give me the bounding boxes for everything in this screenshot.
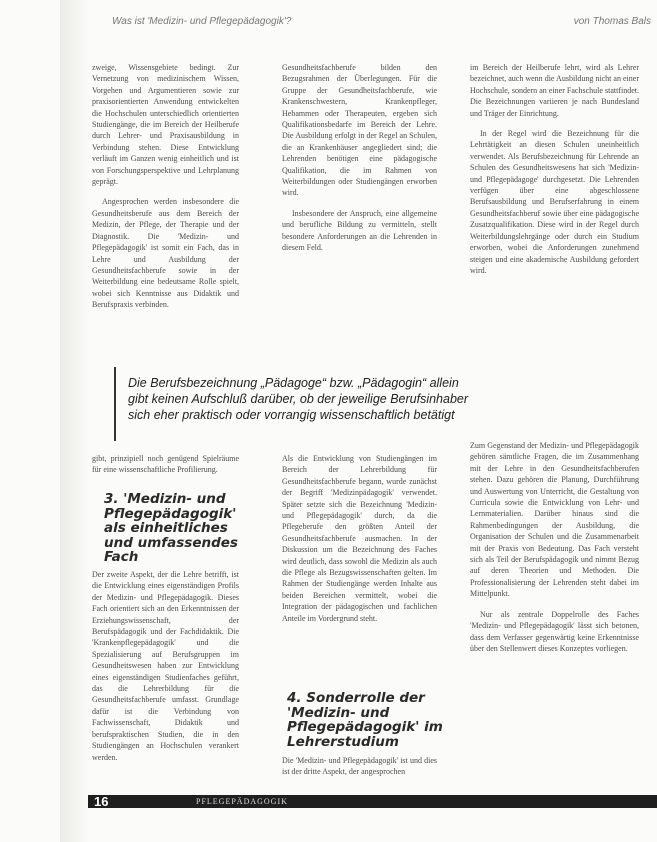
running-header-author: von Thomas Bals: [573, 16, 651, 27]
column-middle-middle: [282, 453, 437, 653]
running-header: [88, 14, 657, 30]
column-left-top: [92, 62, 239, 354]
column-middle-bottom: [282, 755, 437, 789]
column-left-middle: [92, 453, 239, 479]
journal-name: PFLEGEPÄDAGOGIK: [196, 797, 288, 806]
running-header-title: Was ist 'Medizin- und Pflegepädagogik'?: [112, 16, 292, 27]
page-number: 16: [94, 794, 109, 809]
paragraph: Gesundheitsfachberufe bilden den Bezugsrahmen der Überlegungen. Für die Gruppe der Gesundheitsfachberufe, wie Krankenschwestern, Krankenpfleger, Hebammen oder Therapeuten, ergeben sich Qualifikationsbedarfe im Bereich der Lehre. Die Ausbildung erfolgt in der Regel an Schulen, die an Krankenhäuser angegliedert sind; die Lehrenden benötigen eine pädagogische Qualifikation, die im Rahmen von Weiterbildungen oder Studiengängen erworben wird.: [282, 63, 437, 198]
section-heading-4: 4. Sonderrolle der 'Medizin- und Pflegepädagogik' im Lehrerstudium: [287, 690, 443, 750]
paragraph: zweige, Wissensgebiete bedingt. Zur Vernetzung von medizinischem Wissen, Vorgehen und Argumentieren sowie zur praxisorientierten Anwendung entwickelten die Hochschulen unterschiedlich orientierten Studiengänge, die im Bereich der Heilberufe durch Lehrer- und Praxisausbildung in Verbindung stehen. Diese Entwicklung verläuft im Ganzen wenig einheitlich und ist von Forschungsperspektive und Lehrplanung geprägt.: [92, 63, 239, 187]
column-left-bottom: [92, 569, 239, 787]
pull-quote-text: Die Berufsbezeichnung „Pädagoge“ bzw. „Pädagogin“ allein gibt keinen Aufschluß darüber, ob der jeweilige Berufsinhaber sich eher praktisch oder vorrangig wissenschaftlich betätigt: [128, 376, 469, 422]
paragraph: gibt, prinzipiell noch genügend Spielräume für eine wissenschaftliche Profilierung.: [92, 454, 239, 475]
paragraph: Die 'Medizin- und Pflegepädagogik' ist und dies ist der dritte Aspekt, der angesprochen: [282, 756, 437, 777]
pull-quote: [114, 367, 470, 441]
column-middle-top: [282, 62, 437, 354]
column-right-bottom: [470, 440, 639, 788]
paragraph: im Bereich der Heilberufe lehrt, wird als Lehrer bezeichnet, auch wenn die Ausbildung nicht an einer Hochschule, sondern an einer Fachschule stattfindet. Die Bezeichnungen variieren je nach Bundesland und Träger der Einrichtung.: [470, 63, 639, 118]
paragraph: Angesprochen werden insbesondere die Gesundheitsberufe aus dem Bereich der Medizin, der Pflege, der Therapie und der Diagnostik. Die 'Medizin- und Pflegepädagogik' ist somit ein Fach, das in Lehre und Ausbildung der Gesundheitsfachberufe sowie in der Weiterbildung eine bedeutsame Rolle spielt, wobei sich Kenntnisse aus Didaktik und Berufspraxis verbinden.: [92, 197, 239, 310]
paragraph: Als die Entwicklung von Studiengängen im Bereich der Lehrerbildung für Gesundheitsfachberufe begann, wurde zunächst der Begriff 'Medizinpädagogik' verwendet. Später setzte sich die Bezeichnung 'Medizin- und Pflegepädagogik' durch, da die Pflegeberufe den größten Anteil der Gesundheitsfachberufe ausmachen. In der Diskussion um die Bezeichnung des Faches wird deutlich, dass sowohl die Medizin als auch die Pflege als Bezugswissenschaften gelten. Im Rahmen der Studiengänge werden Inhalte aus beiden Bereichen vermittelt, wobei die Integration der pädagogischen und fachlichen Anteile im Vordergrund steht.: [282, 454, 437, 623]
paragraph: Der zweite Aspekt, der die Lehre betrifft, ist die Entwicklung eines eigenständigen Profils der Medizin- und Pflegepädagogik. Dieses Fach orientiert sich an den Erkenntnissen der Erziehungswissenschaft, der Berufspädagogik und der Fachdidaktik. Die 'Krankenpflegepädagogik' und die Spezialisierung auf Berufsgruppen im Gesundheitswesen haben zur Entwicklung eines eigenständigen Studienfaches geführt, das die Lehrerbildung für die Gesundheitsfachberufe umfasst. Grundlage dafür ist die Verbindung von Fachwissenschaft, Didaktik und berufspraktischen Studien, die in den Studiengängen an Hochschulen verankert werden.: [92, 570, 239, 762]
section-heading-3: 3. 'Medizin- und Pflegepädagogik' als einheitliches und umfassendes Fach: [104, 491, 238, 565]
paragraph: Insbesondere der Anspruch, eine allgemeine und berufliche Bildung zu vermitteln, stellt besondere Anforderungen an die Lehrenden in diesem Feld.: [282, 208, 437, 253]
paragraph: Zum Gegenstand der Medizin- und Pflegepädagogik gehören sämtliche Fragen, die im Zusammenhang mit der Lehre in den Gesundheitsfachberufen stehen. Dazu gehören die Planung, Durchführung und Auswertung von Unterricht, die Gestaltung von Curricula sowie die Entwicklung von Lehr- und Lernmaterialien. Darüber hinaus sind die Rahmenbedingungen der Ausbildung, die Organisation der Schulen und die Zusammenarbeit mit der Praxis von Bedeutung. Das Fach versteht sich als Teil der Berufspädagogik und nimmt Bezug auf deren Theorien und Methoden. Die Professionalisierung der Lehrenden steht dabei im Mittelpunkt.: [470, 441, 639, 599]
page-gutter-shadow: [60, 0, 90, 842]
footer-bar: [88, 795, 657, 808]
paragraph: Nur als zentrale Doppelrolle des Faches 'Medizin- und Pflegepädagogik' lässt sich betonen, dass dem Verfasser gegenwärtig keine Erkenntnisse über den Stellenwert dieses Konzeptes vorliegen.: [470, 609, 639, 653]
column-right-top: [470, 62, 639, 427]
paragraph: In der Regel wird die Bezeichnung für die Lehrtätigkeit an diesen Schulen uneinheitlich verwendet. Als Berufsbezeichnung für Lehrende an Schulen des Gesundheitswesens hat sich 'Medizin- und Pflegepädagoge' durchgesetzt. Die Lehrenden verfügen über eine abgeschlossene Berufsausbildung und Berufserfahrung in einem Gesundheitsfachberuf sowie über eine pädagogische Zusatzqualifikation. Diese wird in der Regel durch Weiterbildungslehrgänge oder durch ein Studium erworben, wobei die Anforderungen zunehmend steigen und eine akademische Ausbildung gefordert wird.: [470, 129, 639, 275]
